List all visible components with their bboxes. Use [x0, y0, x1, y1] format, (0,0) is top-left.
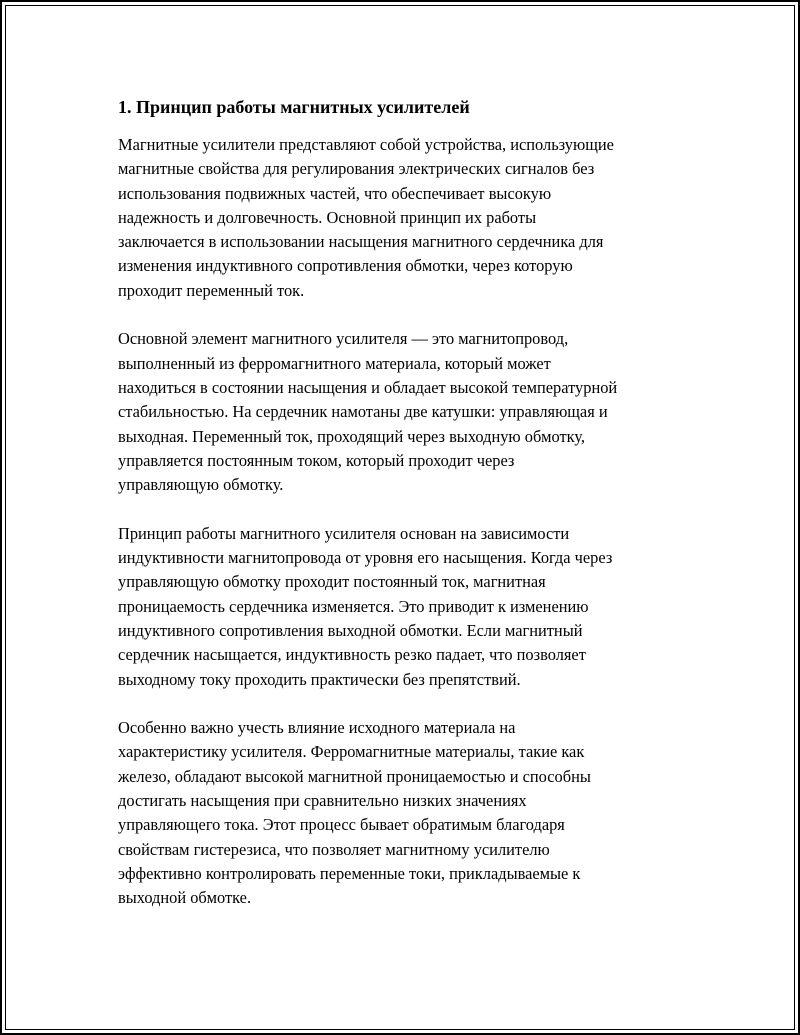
paragraph-line: управляющую обмотку. — [118, 475, 284, 495]
paragraph-line: эффективно контролировать переменные токи, прикладываемые к — [118, 863, 581, 883]
paragraph-line: управляющего тока. Этот процесс бывает обратимым благодаря — [118, 815, 565, 835]
paragraph-line: заключается в использовании насыщения магнитного сердечника для — [118, 232, 604, 252]
paragraph-line: изменения индуктивного сопротивления обмотки, через которую — [118, 256, 573, 276]
paragraph — [118, 133, 698, 303]
paragraph-line: выходной обмотке. — [118, 888, 252, 908]
paragraph-line: свойствам гистерезиса, что позволяет магнитному усилителю — [118, 839, 550, 859]
document-body — [118, 95, 698, 935]
paragraph-line: выполненный из ферромагнитного материала, который может — [118, 353, 551, 373]
paragraph-line: управляется постоянным током, который проходит через — [118, 450, 515, 470]
paragraph-line: Принцип работы магнитного усилителя основан на зависимости — [118, 523, 570, 543]
section-title: 1. Принцип работы магнитных усилителей — [118, 97, 470, 117]
paragraph-line: индуктивности магнитопровода от уровня его насыщения. Когда через — [118, 548, 613, 568]
paragraph — [118, 327, 698, 497]
paragraph — [118, 716, 698, 910]
paragraph-line: индуктивного сопротивления выходной обмотки. Если магнитный — [118, 620, 583, 640]
paragraph-line: выходному току проходить практически без препятствий. — [118, 669, 521, 689]
paragraph-line: стабильностью. На сердечник намотаны две катушки: управляющая и — [118, 402, 608, 422]
paragraph-line: характеристику усилителя. Ферромагнитные материалы, такие как — [118, 742, 585, 762]
paragraph-line: выходная. Переменный ток, проходящий через выходную обмотку, — [118, 426, 586, 446]
paragraph-line: проницаемость сердечника изменяется. Это приводит к изменению — [118, 596, 589, 616]
paragraph-line: управляющую обмотку проходит постоянный ток, магнитная — [118, 572, 546, 592]
paragraph-line: магнитные свойства для регулирования электрических сигналов без — [118, 159, 595, 179]
paragraph-line: Особенно важно учесть влияние исходного материала на — [118, 718, 516, 738]
paragraph-line: сердечник насыщается, индуктивность резко падает, что позволяет — [118, 645, 586, 665]
paragraph-line: достигать насыщения при сравнительно низких значениях — [118, 791, 527, 811]
paragraph-line: находиться в состоянии насыщения и обладает высокой температурной — [118, 377, 618, 397]
paragraph-line: Основной элемент магнитного усилителя — это магнитопровод, — [118, 329, 569, 349]
paragraph-line: Магнитные усилители представляют собой устройства, использующие — [118, 135, 614, 154]
paragraph-line: железо, обладают высокой магнитной проницаемостью и способны — [118, 766, 591, 786]
paragraph-line: использования подвижных частей, что обеспечивает высокую — [118, 183, 552, 203]
paragraph — [118, 522, 698, 692]
paragraph-line: проходит переменный ток. — [118, 280, 305, 300]
paragraph-line: надежность и долговечность. Основной принцип их работы — [118, 207, 537, 227]
paragraphs-container — [118, 133, 698, 911]
